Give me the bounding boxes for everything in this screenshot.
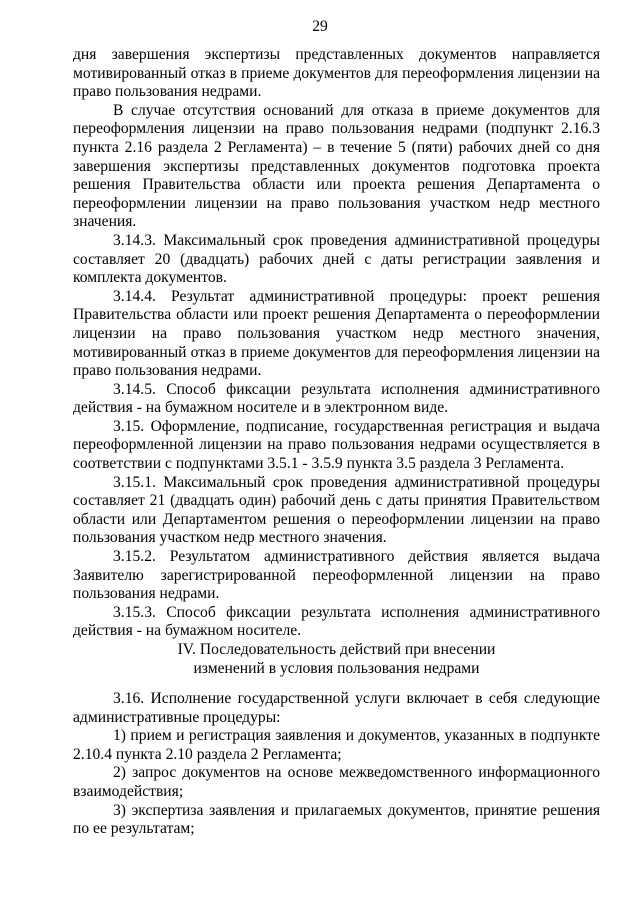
paragraph-3-14-3: 3.14.3. Максимальный срок проведения административной процедуры составляет 20 (двадцать) рабочих дней с даты регистрации заявления и комплекта документов. (73, 231, 600, 287)
paragraph-3-15-1: 3.15.1. Максимальный срок проведения административной процедуры составляет 21 (двадцать один) рабочий день с даты принятия Правительством области или Департаментом решения о переоформлении лицензии на право пользования участком недр местного значения. (73, 473, 600, 547)
paragraph-3-14-4: 3.14.4. Результат административной процедуры: проект решения Правительства области или проект решения Департамента о переоформлении лицензии на право пользования участком недр местного значения, мотивированный отказ в приеме документов для переоформления лицензии на право пользования недрами. (73, 287, 600, 380)
section-heading-line-2: изменений в условия пользования недрами (193, 660, 480, 677)
section-heading (73, 640, 600, 678)
paragraph-3-15: 3.15. Оформление, подписание, государственная регистрация и выдача переоформленной лицензии на право пользования недрами осуществляется в соответствии с подпунктами 3.5.1 - 3.5.9 пункта 3.5 раздела 3 Регламента. (73, 417, 600, 473)
paragraph-3-16: 3.16. Исполнение государственной услуги включает в себя следующие административные процедуры: (73, 690, 600, 726)
paragraph-refusal-tail: дня завершения экспертизы представленных документов направляется мотивированный отказ в приеме документов для переоформления лицензии на право пользования недрами. (73, 46, 600, 101)
section-heading-line-1: IV. Последовательность действий при внесении (177, 641, 496, 658)
paragraph-no-grounds: В случае отсутствия оснований для отказа в приеме документов для переоформления лицензии на право пользования недрами (подпункт 2.16.3 пункта 2.16 раздела 2 Регламента) – в течение 5 (пяти) рабочих дней со дня завершения экспертизы представленных документов подготовка проекта решения Правительства области или проекта решения Департамента о переоформлении лицензии на право пользования участком недр местного значения. (73, 101, 600, 231)
page-number: 29 (312, 18, 328, 35)
list-item-1: 1) прием и регистрация заявления и документов, указанных в подпункте 2.10.4 пункта 2.10 раздела 2 Регламента; (73, 727, 600, 763)
list-item-3: 3) экспертиза заявления и прилагаемых документов, принятие решения по ее результатам; (73, 801, 600, 838)
paragraph-3-15-3: 3.15.3. Способ фиксации результата исполнения административного действия - на бумажном носителе. (73, 603, 600, 640)
list-item-2: 2) запрос документов на основе межведомственного информационного взаимодействия; (73, 764, 600, 800)
document-body (73, 46, 600, 641)
section-iv-body (73, 690, 600, 839)
paragraph-3-14-5: 3.14.5. Способ фиксации результата исполнения административного действия - на бумажном носителе и в электронном виде. (73, 380, 600, 417)
paragraph-3-15-2: 3.15.2. Результатом административного действия является выдача Заявителю зарегистрированной переоформленной лицензии на право пользования недрами. (73, 548, 600, 603)
